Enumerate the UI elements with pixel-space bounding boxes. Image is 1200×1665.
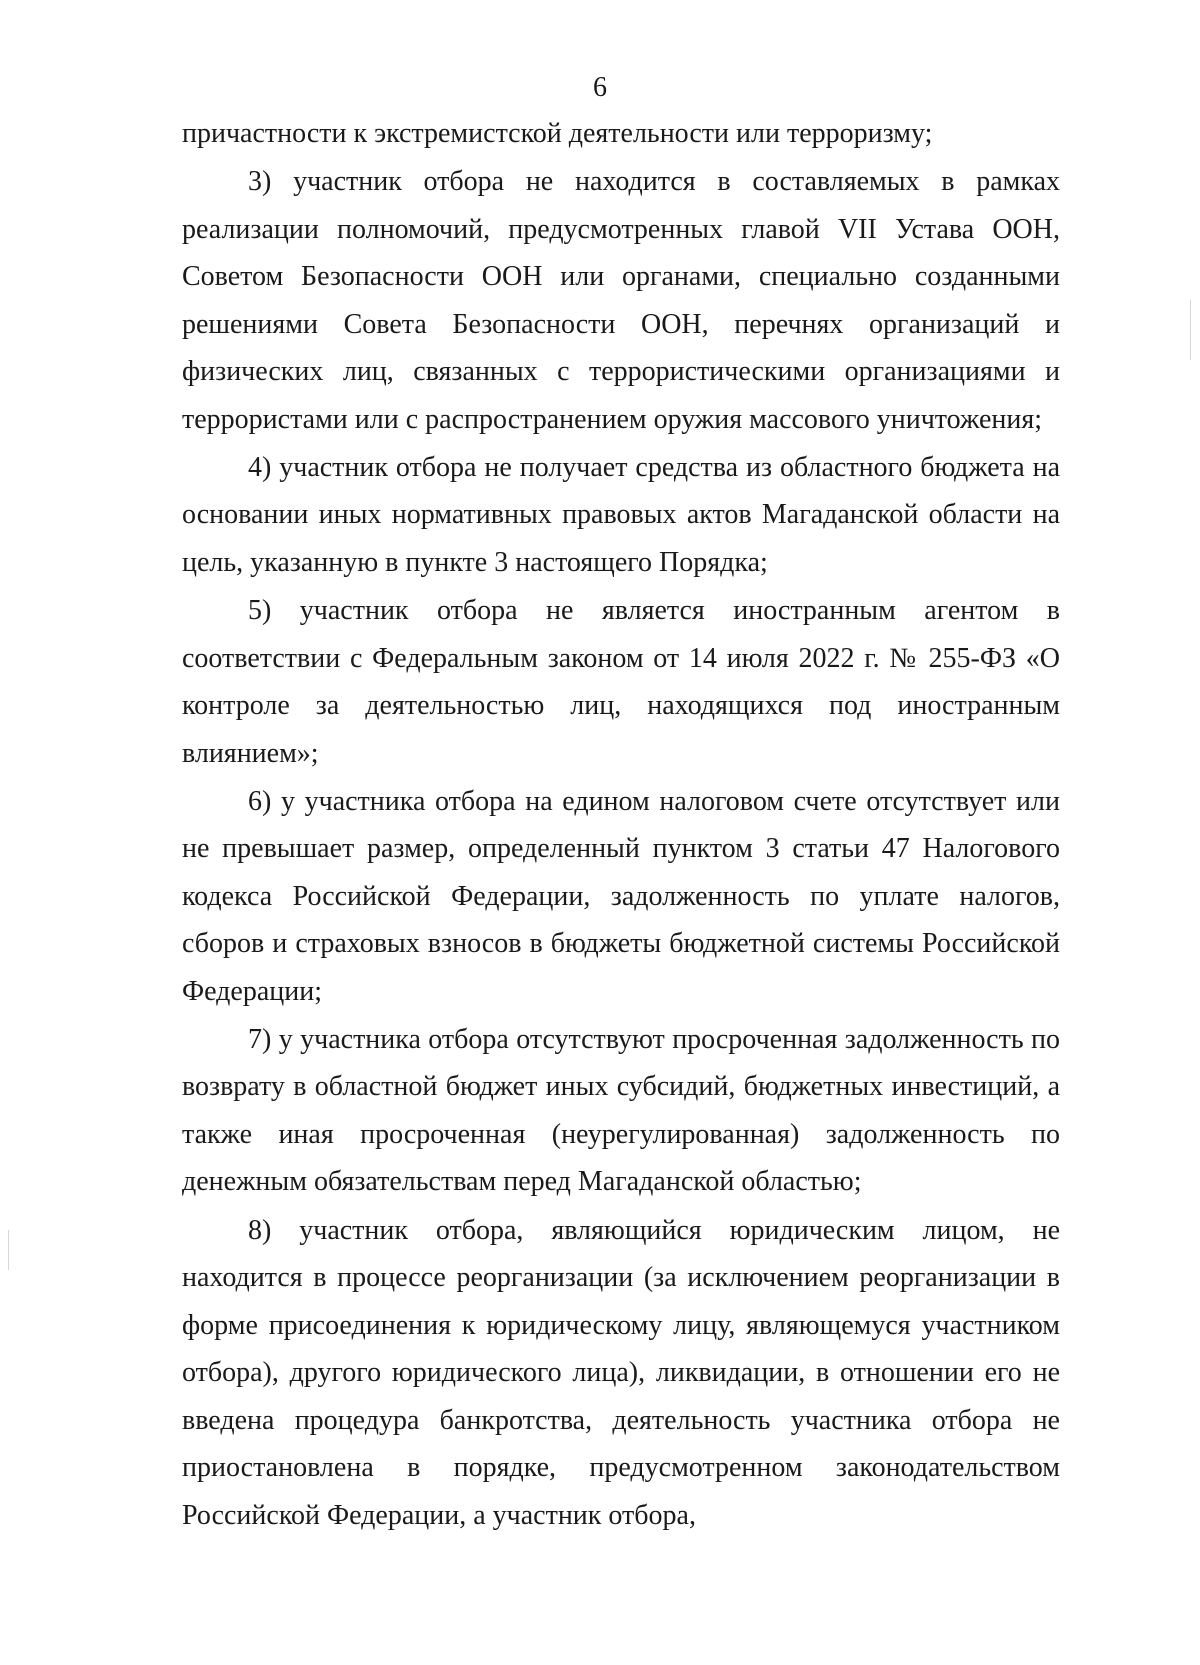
paragraph-item-4: 4) участник отбора не получает средства из областного бюджета на основании иных нормативных правовых актов Магаданской области на цель, указанную в пункте 3 настоящего Порядка; <box>182 451 1060 578</box>
scan-edge-mark-right <box>1190 300 1191 360</box>
paragraph-item-3: 3) участник отбора не находится в составляемых в рамках реализации полномочий, предусмотренных главой VII Устава ООН, Советом Безопасности ООН или органами, специально созданными решениями Совета Безопасности ООН, перечнях организаций и физических лиц, связанных с террористическими организациями и террористами или с распространением оружия массового уничтожения; <box>182 166 1060 435</box>
paragraph-continuation: причастности к экстремистской деятельности или терроризму; <box>182 118 933 149</box>
document-body <box>182 110 1060 1540</box>
page-number: 6 <box>593 72 607 103</box>
scan-edge-mark-left <box>8 1230 9 1270</box>
paragraph-item-6: 6) у участника отбора на едином налоговом счете отсутствует или не превышает размер, определенный пунктом 3 статьи 47 Налогового кодекса Российской Федерации, задолженность по уплате налогов, сборов и страховых взносов в бюджеты бюджетной системы Российской Федерации; <box>182 785 1060 1007</box>
paragraph-item-7: 7) у участника отбора отсутствуют просроченная задолженность по возврату в областной бюджет иных субсидий, бюджетных инвестиций, а также иная просроченная (неурегулированная) задолженность по денежным обязательствам перед Магаданской областью; <box>182 1023 1060 1198</box>
paragraph-item-8: 8) участник отбора, являющийся юридическим лицом, не находится в процессе реорганизации (за исключением реорганизации в форме присоединения к юридическому лицу, являющемуся участником отбора), другого юридического лица), ликвидации, в отношении его не введена процедура банкротства, деятельность участника отбора не приостановлена в порядке, предусмотренном законодательством Российской Федерации, а участник отбора, <box>182 1214 1060 1531</box>
paragraph-item-5: 5) участник отбора не является иностранным агентом в соответствии с Федеральным законом от 14 июля 2022 г. № 255-ФЗ «О контроле за деятельностью лиц, находящихся под иностранным влиянием»; <box>182 595 1060 769</box>
